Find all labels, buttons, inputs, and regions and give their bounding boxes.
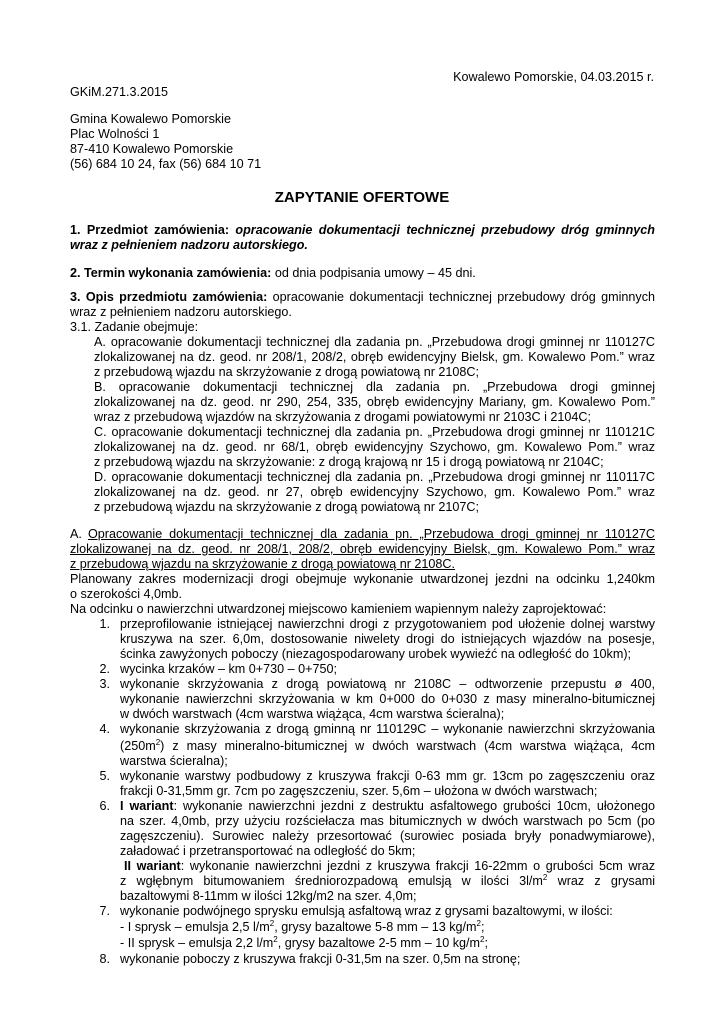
list-number: 6. [99, 799, 110, 813]
section-3-text: opracowanie dokumentacji technicznej przebudowy dróg gminnych [272, 290, 655, 304]
list-item-text: kruszywa na szer. 6,0m, dostosowanie niwelety drogi do istniejących wjazdów na posesje, [120, 632, 655, 646]
section-1-label: 1. Przedmiot zamówienia: [70, 223, 230, 237]
task-line: zlokalizowanej na dz. geod. nr 290, 254, 335, obręb ewidencyjny Mariany, gm. Kowalewo Pom.” [94, 395, 655, 409]
section-3-line [70, 290, 655, 305]
section-2-line [70, 266, 476, 281]
part-a-prefix: A. [70, 527, 82, 541]
section-1-text: opracowanie dokumentacji technicznej przebudowy dróg gminnych [235, 223, 655, 237]
text-fragment: - II sprysk – emulsja 2,2 l/m [120, 936, 274, 950]
list-item-text [124, 859, 655, 874]
task-line: z przebudową wjazdu na skrzyżowanie z drogą powiatową nr 2107C; [94, 500, 480, 514]
part-a-heading: Opracowanie dokumentacji technicznej dla zadania pn. „Przebudowa drogi gminnej nr 110127C [88, 527, 655, 541]
variant-label: II wariant [124, 859, 181, 873]
list-item-text: zagęszczeniu). Surowiec należy przesortować (surowiec posiada bryły ponadwymiarowe), [120, 829, 655, 843]
task-line: B. opracowanie dokumentacji technicznej dla zadania pn. „Przebudowa drogi gminnej [94, 380, 655, 394]
superscript: 2 [480, 934, 485, 944]
section-2-label: 2. Termin wykonania zamówienia: [70, 266, 272, 280]
part-a-heading: zlokalizowanej na dz. geod. nr 208/1, 208/2, obręb ewidencyjny Bielsk, gm. Kowalewo Pom.” wraz [70, 542, 655, 556]
place-date: Kowalewo Pomorskie, 04.03.2015 r. [453, 70, 654, 84]
list-number: 2. [99, 662, 110, 676]
task-line: zlokalizowanej na dz. geod. nr 208/1, 208/2, obręb ewidencyjny Bielsk, gm. Kowalewo Pom.” wraz [94, 350, 655, 364]
section-1-text-cont: wraz z pełnieniem nadzoru autorskiego. [70, 238, 308, 252]
reference-number: GKiM.271.3.2015 [70, 85, 169, 99]
address-line: Gmina Kowalewo Pomorskie [70, 112, 231, 126]
list-item-text [120, 739, 655, 754]
document-title: ZAPYTANIE OFERTOWE [274, 189, 450, 206]
superscript: 2 [273, 934, 278, 944]
task-line: zlokalizowanej na dz. geod. nr 27, obręb ewidencyjny Szychowo, gm. Kowalewo Pom.” wraz [94, 485, 655, 499]
task-line: A. opracowanie dokumentacji technicznej dla zadania pn. „Przebudowa drogi gminnej nr 110127C [94, 335, 655, 349]
list-number: 7. [99, 904, 110, 918]
list-item-text: wykonanie skrzyżowania z drogą gminną nr 110129C – wykonanie nawierzchni skrzyżowania [120, 722, 655, 736]
list-item-text: w dwóch warstwach (4cm warstwa wiążąca, 4cm warstwa ścieralna); [120, 707, 505, 721]
task-line: z przebudową wjazdu na skrzyżowanie z drogą powiatową nr 2108C; [94, 365, 480, 379]
address-line: (56) 684 10 24, fax (56) 684 10 71 [70, 157, 262, 171]
list-item-text: na szer. 4,0mb, przy użyciu rozściełacza mas bitumicznych w dwóch warstwach po 5cm (po [120, 814, 655, 828]
list-number: 3. [99, 677, 110, 691]
section-2-text: od dnia podpisania umowy – 45 dni. [274, 266, 476, 280]
list-item-text: ścinka zawyżonych poboczy (niezagospodarowany urobek wywieźć na odległość do 10km); [120, 647, 632, 661]
part-a-plan: o szerokości 4,0mb. [70, 587, 182, 601]
list-item-text: bazaltowymi 8-11mm w ilości 12kg/m2 na szer. 4,0m; [120, 889, 417, 903]
list-item-text: frakcji 0-31,5mm gr. 7cm po zagęszczeniu, szer. 5,6m – ułożona w dwóch warstwach; [120, 784, 598, 798]
task-line: z przebudową wjazdu na skrzyżowanie: z drogą krajową nr 15 i drogą powiatową nr 2104C; [94, 455, 604, 469]
section-3-sub: 3.1. Zadanie obejmuje: [70, 320, 199, 334]
list-number: 4. [99, 722, 110, 736]
list-item-text [120, 920, 484, 935]
list-number: 1. [99, 617, 110, 631]
list-item-text: wykonanie warstwy podbudowy z kruszywa frakcji 0-63 mm gr. 13cm po zagęszczeniu oraz [120, 769, 655, 783]
text-fragment: : wykonanie nawierzchni jezdni z kruszywa frakcji 16-22mm o grubości 5cm wraz [180, 859, 655, 873]
list-item-text [120, 936, 488, 951]
text-fragment: , grysy bazaltowe 5-8 mm – 13 kg/m [274, 920, 477, 934]
list-item-text: wykonanie nawierzchni skrzyżowania w km 0+000 do 0+030 z masy mineralno-bitumicznej [120, 692, 655, 706]
text-fragment: : wykonanie nawierzchni jezdni z destruktu asfaltowego grubości 10cm, ułożonego [173, 799, 655, 813]
text-fragment: ) z masy mineralno-bitumicznej w dwóch warstwach (4cm warstwa wiążąca, 4cm [160, 739, 655, 753]
task-line: D. opracowanie dokumentacji technicznej dla zadania pn. „Przebudowa drogi gminnej nr 110117C [94, 470, 655, 484]
list-item-text [120, 874, 655, 889]
section-1-line [70, 223, 655, 238]
text-fragment: z wgłębnym bitumowaniem średniorozpadową emulsją w ilości 3l/m [120, 874, 543, 888]
text-fragment: - I sprysk – emulsja 2,5 l/m [120, 920, 270, 934]
address-line: 87-410 Kowalewo Pomorskie [70, 142, 234, 156]
part-a-plan: Planowany zakres modernizacji drogi obejmuje wykonanie utwardzonej jezdni na odcinku 1,240km [70, 572, 655, 586]
section-3-text-cont: wraz z pełnieniem nadzoru autorskiego. [70, 305, 292, 319]
variant-label: I wariant [120, 799, 174, 813]
superscript: 2 [476, 918, 481, 928]
part-a-intro: Na odcinku o nawierzchni utwardzonej miejscowo kamieniem wapiennym należy zaprojektować: [70, 602, 607, 616]
address-line: Plac Wolności 1 [70, 127, 160, 141]
text-fragment: ; [484, 936, 488, 950]
part-a-heading: z przebudową wjazdu na skrzyżowanie z drogą powiatową nr 2108C. [70, 557, 456, 571]
list-item-text: wykonanie podwójnego sprysku emulsją asfaltową wraz z grysami bazaltowymi, w ilości: [120, 904, 613, 918]
list-number: 5. [99, 769, 110, 783]
task-line: zlokalizowanej na dz. geod. nr 68/1, obręb ewidencyjny Szychowo, gm. Kowalewo Pom.” wraz [94, 440, 655, 454]
section-3-label: 3. Opis przedmiotu zamówienia: [70, 290, 268, 304]
list-item-text: wykonanie poboczy z kruszywa frakcji 0-31,5m na szer. 0,5m na stronę; [120, 952, 521, 966]
superscript: 2 [269, 918, 275, 928]
text-fragment: (250m [120, 739, 156, 753]
superscript: 2 [542, 872, 548, 882]
list-item-text: wycinka krzaków – km 0+730 – 0+750; [120, 662, 338, 676]
task-line: C. opracowanie dokumentacji technicznej dla zadania pn. „Przebudowa drogi gminnej nr 110121C [94, 425, 655, 439]
list-item-text: załadować i przetransportować na odległość do 5km; [120, 844, 416, 858]
list-item-text: przeprofilowanie istniejącej nawierzchni drogi z przygotowaniem pod ułożenie dolnej warstwy [120, 617, 655, 631]
text-fragment: , grysy bazaltowe 2-5 mm – 10 kg/m [277, 936, 480, 950]
list-item-text [120, 799, 655, 814]
text-fragment: ; [480, 920, 485, 934]
task-line: wraz z przebudową wjazdów na skrzyżowania z drogami powiatowymi nr 2103C i 2104C; [94, 410, 591, 424]
superscript: 2 [155, 737, 161, 747]
list-number: 8. [99, 952, 110, 966]
text-fragment: wraz z grysami [547, 874, 656, 888]
list-item-text: wykonanie skrzyżowania z drogą powiatową nr 2108C – odtworzenie przepustu ø 400, [120, 677, 655, 691]
list-item-text: warstwa ścieralna); [120, 754, 228, 768]
